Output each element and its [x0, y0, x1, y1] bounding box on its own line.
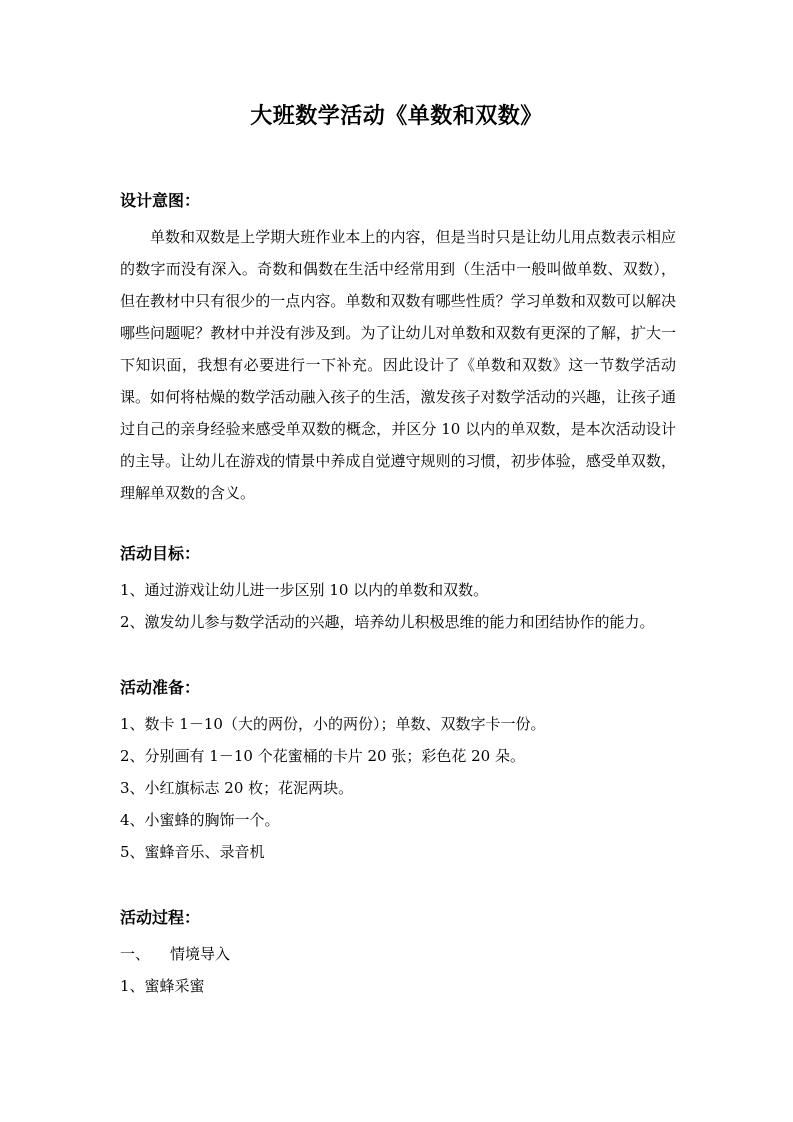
process-section-title: 情境导入: [170, 945, 231, 963]
goal-item: 1、通过游戏让幼儿进一步区别 10 以内的单数和双数。: [120, 581, 489, 599]
design-intent-paragraph: 单数和双数是上学期大班作业本上的内容，但是当时只是让幼儿用点数表示相应的数字而没有深入。奇数和偶数在生活中经常用到（生活中一般叫做单数、双数），但在教材中只有很少的一点内容。单数和双数有哪些性质？学习单数和双数可以解决哪些问题呢？教材中并没有涉及到。为了让幼儿对单数和双数有更深的了解，扩大一下知识面，我想有必要进行一下补充。因此设计了《单数和双数》这一节数学活动课。如何将枯燥的数学活动融入孩子的生活，激发孩子对数学活动的兴趣，让孩子通过自己的亲身经验来感受单双数的概念，并区分 10 以内的单双数，是本次活动设计的主导。让幼儿在游戏的情景中养成自觉遵守规则的习惯，初步体验，感受单双数，理解单双数的含义。: [120, 228, 676, 502]
document-title: 大班数学活动《单数和双数》: [250, 103, 543, 129]
process-section-number: 一、: [120, 945, 151, 963]
process-heading: 活动过程：: [120, 908, 201, 927]
goals-heading: 活动目标：: [120, 544, 201, 563]
goal-item: 2、激发幼儿参与数学活动的兴趣，培养幼儿积极思维的能力和团结协作的能力。: [120, 613, 655, 631]
process-section: [120, 942, 680, 966]
preparation-item: 3、小红旗标志 20 枚；花泥两块。: [120, 779, 354, 797]
process-item: 1、蜜蜂采蜜: [120, 977, 205, 995]
design-intent-heading: 设计意图：: [120, 191, 201, 210]
preparation-item: 5、蜜蜂音乐、录音机: [120, 843, 265, 861]
preparation-item: 2、分别画有 1－10 个花蜜桶的卡片 20 张；彩色花 20 朵。: [120, 747, 525, 765]
preparation-item: 4、小蜜蜂的胸饰一个。: [120, 811, 280, 829]
preparation-heading: 活动准备：: [120, 678, 201, 697]
preparation-item: 1、数卡 1－10（大的两份，小的两份）；单数、双数字卡一份。: [120, 715, 546, 733]
